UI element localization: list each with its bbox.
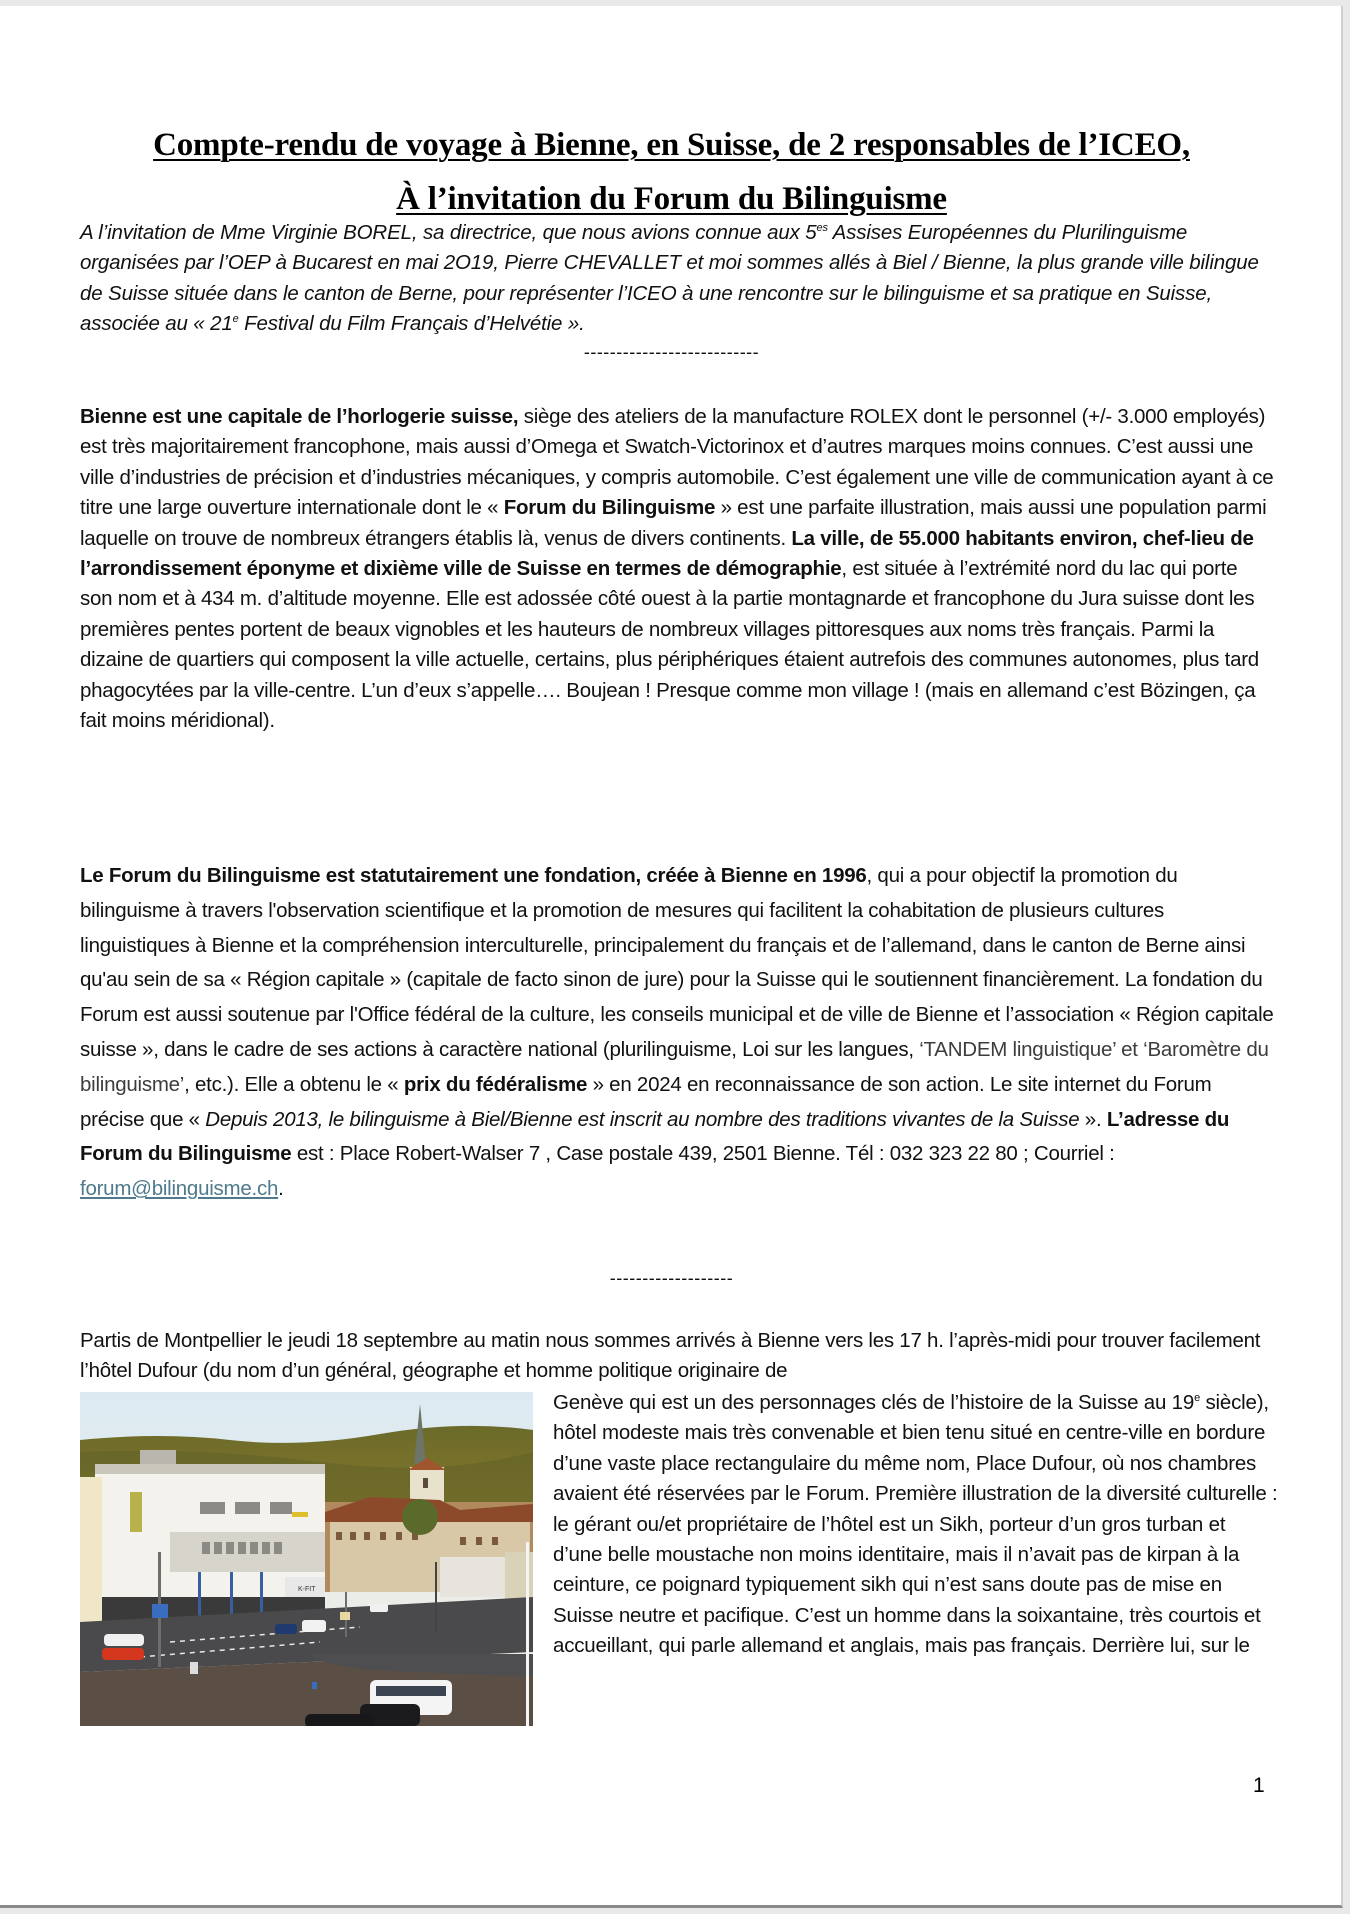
document-page — [0, 6, 1343, 1908]
document-title — [0, 118, 1343, 226]
photo-place-dufour — [80, 1392, 533, 1726]
intro-paragraph: A l’invitation de Mme Virginie BOREL, sa directrice, que nous avions connue aux $5^{es}$ Assises Européennes du Plurilinguisme organisées par l’OEP à Bucarest en mai 2O19, Pierre CHEVALLET et moi sommes allés à Biel / Bienne, la plus grande ville bilingue de Suisse située dans le canton de Berne, pour représenter l’ICEO à une rencontre sur le bilinguisme et sa pratique en Suisse, associée au « 21e Festival du Film Français d’Helvétie ». — [80, 221, 1259, 336]
paragraph-bienne-horlogerie: Bienne est une capitale de l’horlogerie suisse, siège des ateliers de la manufacture ROLEX dont le personnel (+/- 3.000 employés) est très majoritairement francophone, mais aussi d’Omega et Swatch-Victorinox et d’autres marques moins connues. C’est aussi une ville d’industries de précision et d’industries mécaniques, y compris automobile. C’est également une ville de communication ayant à ce titre une large ouverture internationale dont le « Forum du Bilinguisme » est une parfaite illustration, mais aussi une population parmi laquelle on trouve de nombreux étrangers établis là, venus de divers continents. La ville, de 55.000 habitants environ, chef-lieu de l’arrondissement éponyme et dixième ville de Suisse en termes de démographie, est située à l’extrémité nord du lac qui porte son nom et à 434 m. d’altitude moyenne. Elle est adossée côté ouest à la partie montagnarde et francophone du Jura suisse dont les premières pentes portent de beaux vignobles et les hauteurs de nombreux villages pittoresques aux noms très français. Parmi la dizaine de quartiers qui composent la ville actuelle, certains, plus périphériques étaient autrefois des communes autonomes, plus tard phagocytées par la ville-centre. L’un d’eux s’appelle…. Boujean ! Presque comme mon village ! (mais en allemand c’est Bözingen, ça fait moins méridional). — [80, 405, 1274, 733]
page-number: 1 — [1253, 1774, 1265, 1797]
separator-2: ------------------- — [609, 1268, 734, 1288]
photo-illustration — [80, 1392, 533, 1726]
paragraph-hotel-dufour: Genève qui est un des personnages clés de l’histoire de la Suisse au 19e siècle), hôtel modeste mais très convenable et bien tenu situé en centre-ville en bordure d’une vaste place rectangulaire du même nom, Place Dufour, où nos chambres avaient été réservées par le Forum. Première illustration de la diversité culturelle : le gérant ou/et propriétaire de l’hôtel est un Sikh, porteur d’un gros turban et d’une belle moustache non moins identitaire, mais il n’avait pas de kirpan à la ceinture, ce poignard typiquement sikh qui n’est sans doute pas de mise en Suisse neutre et pacifique. C’est un homme dans la soixantaine, très courtois et accueillant, qui parle allemand et anglais, mais pas français. Derrière lui, sur le — [553, 1391, 1278, 1658]
title-line-1: Compte-rendu de voyage à Bienne, en Suisse, de 2 responsables de l’ICEO, — [153, 127, 1190, 163]
email-link[interactable]: forum@bilinguisme.ch — [80, 1177, 279, 1201]
paragraph-arrival-top: Partis de Montpellier le jeudi 18 septembre au matin nous sommes arrivés à Bienne vers les 17 h. l’après-midi pour trouver facilement l’hôtel Dufour (du nom d’un général, géographe et homme politique originaire de — [80, 1329, 1261, 1383]
paragraph-forum-bilinguisme: Le Forum du Bilinguisme est statutairement une fondation, créée à Bienne en 1996, qui a pour objectif la promotion du bilinguisme à travers l'observation scientifique et la promotion de mesures qui facilitent la cohabitation de plusieurs cultures linguistiques à Bienne et la compréhension interculturelle, principalement du français et de l’allemand, dans le canton de Berne ainsi qu'au sein de sa « Région capitale » (capitale de facto sinon de jure) pour la Suisse qui le soutiennent financièrement. La fondation du Forum est aussi soutenue par l'Office fédéral de la culture, les conseils municipal et de ville de Bienne et l’association « Région capitale suisse », dans le cadre de ses actions à caractère national (plurilinguisme, Loi sur les langues, ‘TANDEM linguistique’ et ‘Baromètre du bilinguisme’, etc.). Elle a obtenu le « prix du fédéralisme » en 2024 en reconnaissance de son action. Le site internet du Forum précise que « Depuis 2013, le bilinguisme à Biel/Bienne est inscrit au nombre des traditions vivantes de la Suisse ». L’adresse du Forum du Bilinguisme est : Place Robert-Walser 7 , Case postale 439, 2501 Bienne. Tél : 032 323 22 80 ; Courriel : forum@bilinguisme.ch. — [80, 864, 1274, 1201]
title-line-2: À l’invitation du Forum du Bilinguisme — [396, 181, 947, 217]
separator-1: --------------------------- — [583, 342, 760, 362]
svg-text:K-FIT: K-FIT — [298, 1586, 316, 1593]
